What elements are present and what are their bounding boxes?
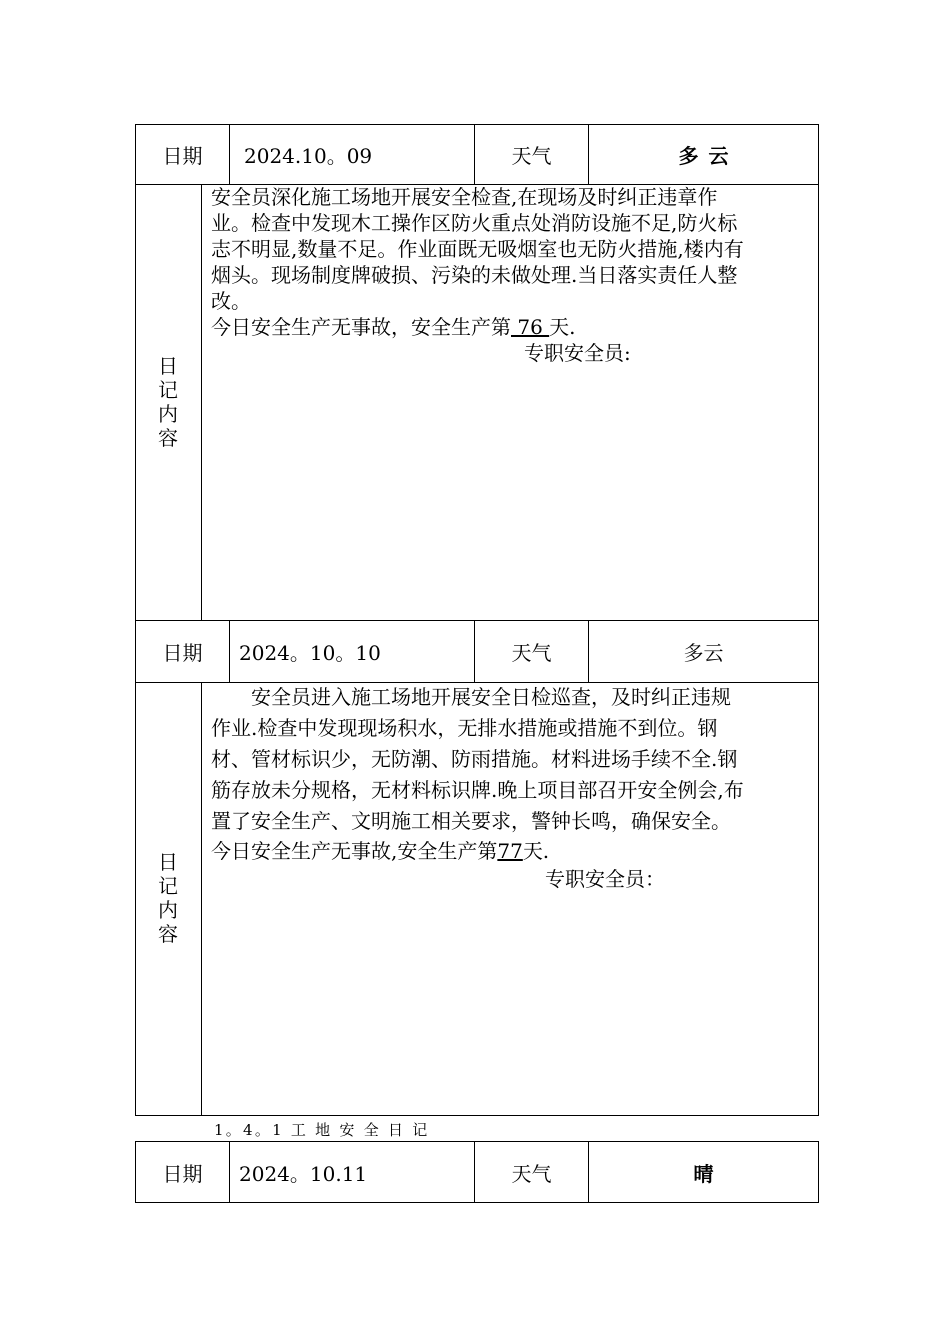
entry-2-label-divider: [201, 682, 202, 1116]
entry-1-col-divider-a: [229, 124, 230, 184]
content-line: 作业.检查中发现现场积水，无排水措施或措施不到位。钢: [211, 716, 718, 740]
content-line: 安全员深化施工场地开展安全检查,在现场及时纠正违章作: [211, 185, 718, 209]
entry-2-weather-value: 多云: [683, 641, 724, 665]
content-line: 材、管材标识少，无防潮、防雨措施。材料进场手续不全.钢: [211, 747, 738, 771]
entry-2-content-label: [156, 850, 180, 946]
safe-days-count: 76: [511, 315, 550, 339]
entry-1-content: [211, 184, 744, 366]
safe-days-count: 77: [497, 839, 523, 863]
label-char: 记: [158, 378, 178, 402]
label-char: 日: [158, 850, 178, 874]
entry-2-col-divider-a: [229, 620, 230, 682]
label-char: 内: [158, 402, 178, 426]
label-char: 日: [158, 354, 178, 378]
entry-3-weather-label: 天气: [511, 1161, 552, 1186]
signature-line: 专职安全员：: [545, 867, 665, 891]
label-char: 记: [158, 874, 178, 898]
content-line: 烟头。现场制度牌破损、污染的未做处理.当日落实责任人整: [211, 263, 738, 287]
summary-suffix: 天.: [522, 839, 550, 863]
entry-3-date-label: 日期: [162, 1161, 203, 1186]
entry-3-weather-value: 晴: [693, 1161, 714, 1186]
content-line: 业。检查中发现木工操作区防火重点处消防设施不足,防火标: [211, 211, 738, 235]
section-caption: 1。4。1 工 地 安 全 日 记: [214, 1121, 430, 1139]
content-line: 安全员进入施工场地开展安全日检巡查，及时纠正违规: [211, 685, 731, 709]
entry-1-weather-value: 多云: [678, 144, 739, 168]
entry-2-date-label: 日期: [162, 641, 203, 665]
summary-line: [211, 837, 744, 865]
summary-prefix: 今日安全生产无事故,安全生产第: [211, 839, 498, 863]
entry-3-date-value: 2024。10.11: [239, 1161, 368, 1186]
entry-3-col-divider-a: [229, 1141, 230, 1203]
content-line: 志不明显,数量不足。作业面既无吸烟室也无防火措施,楼内有: [211, 237, 744, 261]
entry-1-date-label: 日期: [162, 144, 203, 168]
entry-1-date-value: 2024.10。09: [244, 144, 373, 168]
content-line: 筋存放未分规格，无材料标识牌.晚上项目部召开安全例会,布: [211, 778, 744, 802]
summary-prefix: 今日安全生产无事故，安全生产第: [211, 315, 511, 339]
summary-suffix: 天.: [549, 315, 576, 339]
entry-1-content-label: [156, 354, 180, 450]
summary-line: [211, 314, 744, 340]
signature-line: 专职安全员:: [524, 341, 631, 365]
content-line: 置了安全生产、文明施工相关要求，警钟长鸣，确保安全。: [211, 809, 731, 833]
entry-2-date-value: 2024。10。10: [239, 641, 381, 665]
label-char: 内: [158, 898, 178, 922]
entry-1-label-divider: [201, 184, 202, 621]
label-char: 容: [158, 922, 178, 946]
content-line: 改。: [211, 289, 251, 313]
entry-1-weather-label: 天气: [511, 144, 552, 168]
entry-2-weather-label: 天气: [511, 641, 552, 665]
label-char: 容: [158, 426, 178, 450]
entry-2-content: [211, 682, 744, 893]
